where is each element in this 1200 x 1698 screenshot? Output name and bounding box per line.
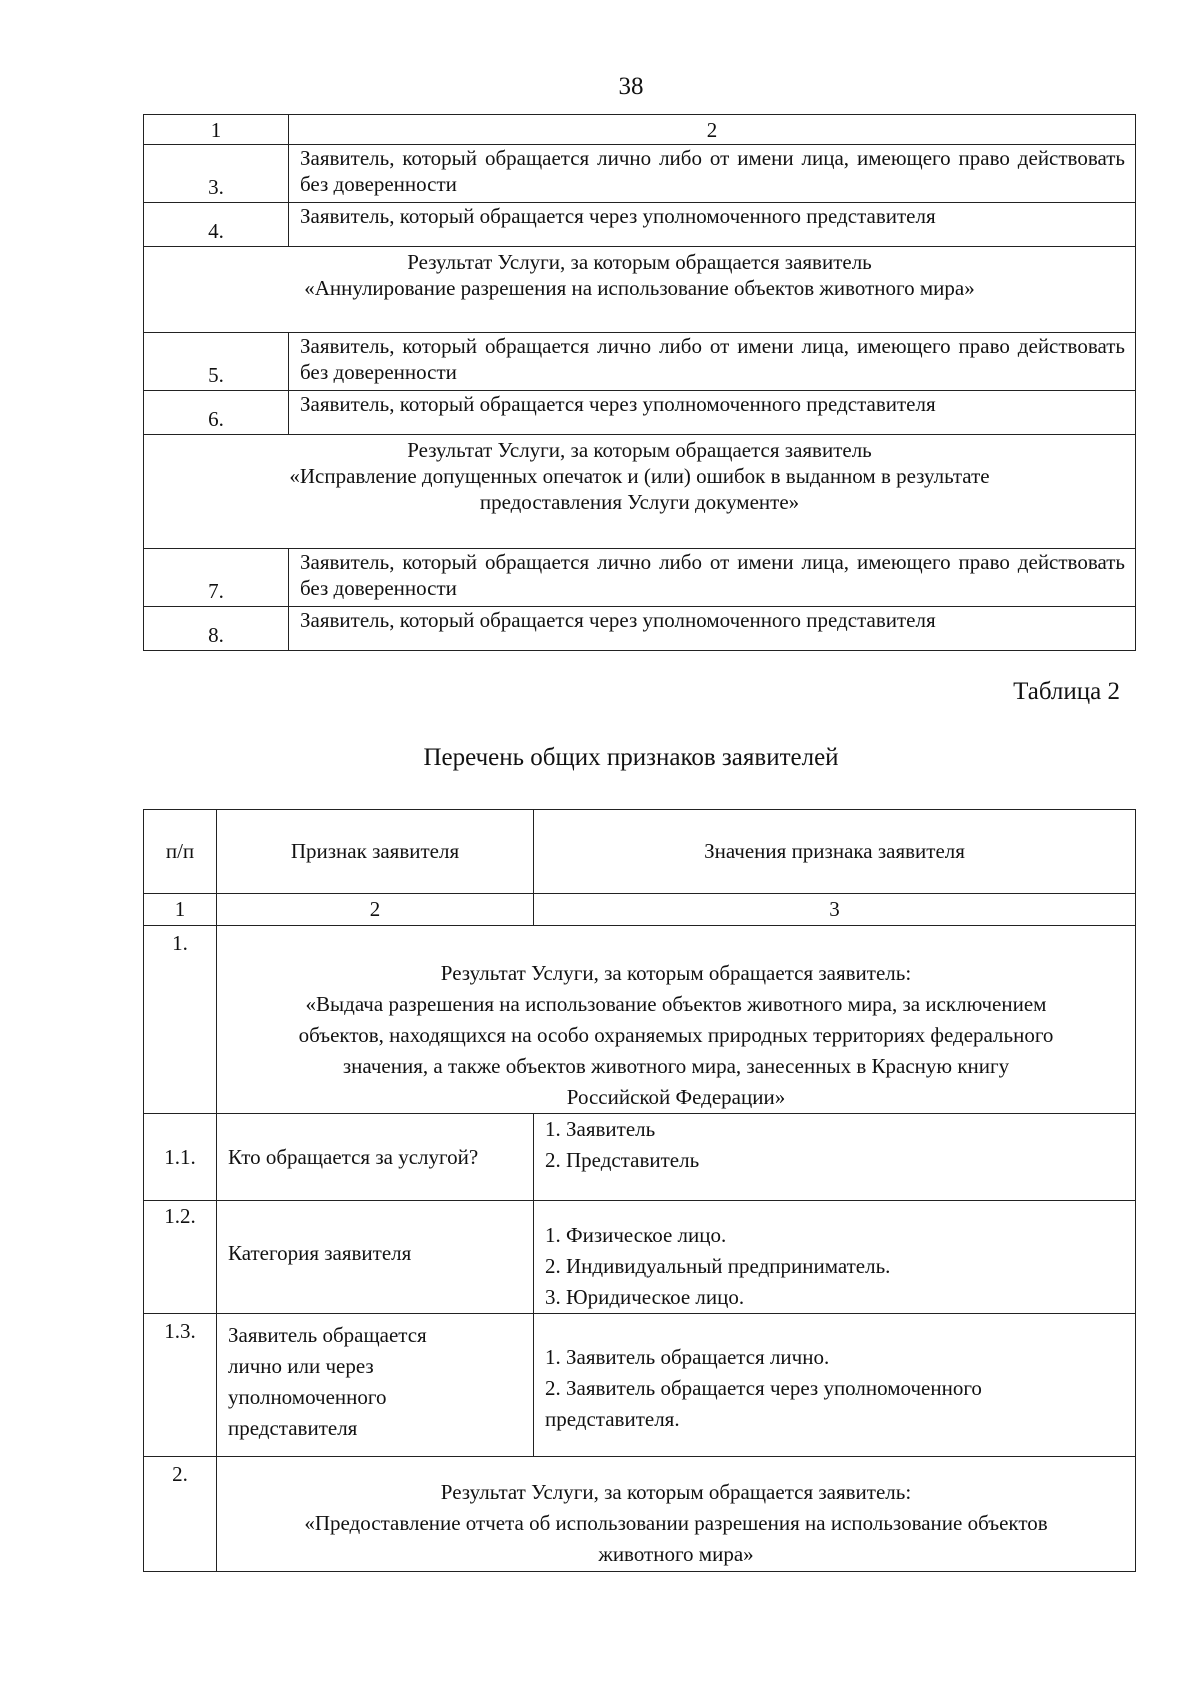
section-row	[144, 926, 1136, 1114]
result-name: Российской Федерации»	[566, 1085, 786, 1109]
applicant-description: Заявитель, который обращается лично либо от имени лица, имеющего право действовать без доверенности	[289, 549, 1136, 607]
header-values: Значения признака заявителя	[534, 810, 1136, 894]
value-item: 3. Юридическое лицо.	[545, 1285, 745, 1309]
row-number: 4.	[144, 203, 289, 247]
result-row	[144, 247, 1136, 333]
row-number: 1.3.	[144, 1314, 217, 1457]
applicant-description: Заявитель, который обращается лично либо от имени лица, имеющего право действовать без доверенности	[289, 333, 1136, 391]
result-name: значения, а также объектов животного мира, занесенных в Красную книгу	[342, 1054, 1010, 1078]
col-number-cell: 3	[534, 894, 1136, 926]
applicant-description: Заявитель, который обращается лично либо от имени лица, имеющего право действовать без доверенности	[289, 145, 1136, 203]
values-cell	[534, 1114, 1136, 1201]
row-number: 2.	[144, 1457, 217, 1572]
table-header-row	[144, 810, 1136, 894]
feature-cell	[217, 1314, 534, 1457]
feature-line: представителя	[228, 1416, 358, 1440]
result-title: Результат Услуги, за которым обращается заявитель:	[440, 961, 912, 985]
row-number: 7.	[144, 549, 289, 607]
table-row	[144, 1314, 1136, 1457]
applicant-description: Заявитель, который обращается через уполномоченного представителя	[289, 203, 1136, 247]
applicant-features-table	[143, 809, 1136, 1572]
col-number-cell: 2	[217, 894, 534, 926]
table-row	[144, 333, 1136, 391]
header-feature: Признак заявителя	[217, 810, 534, 894]
feature-line: лично или через	[228, 1354, 374, 1378]
col-number-cell: 1	[144, 894, 217, 926]
col-number-cell: 2	[289, 115, 1136, 145]
result-name: «Предоставление отчета об использовании разрешения на использование объектов	[304, 1511, 1048, 1535]
table-title: Перечень общих признаков заявителей	[423, 744, 839, 771]
result-title: Результат Услуги, за которым обращается заявитель:	[440, 1480, 912, 1504]
row-number: 3.	[144, 145, 289, 203]
result-name: «Аннулирование разрешения на использование объектов животного мира»	[304, 276, 975, 300]
table-row	[144, 549, 1136, 607]
table-header-row	[144, 115, 1136, 145]
row-number: 1.1.	[144, 1114, 217, 1201]
table-row	[144, 391, 1136, 435]
values-cell	[534, 1314, 1136, 1457]
value-item: 2. Заявитель обращается через уполномоченного	[545, 1376, 982, 1400]
value-item: 1. Физическое лицо.	[545, 1223, 727, 1247]
table-row	[144, 1114, 1136, 1201]
result-row	[144, 435, 1136, 549]
value-item: 2. Представитель	[545, 1148, 700, 1172]
page-number: 38	[618, 73, 644, 100]
feature-cell: Категория заявителя	[217, 1201, 534, 1314]
row-number: 1.	[144, 926, 217, 1114]
col-number-cell: 1	[144, 115, 289, 145]
table-row	[144, 145, 1136, 203]
result-title: Результат Услуги, за которым обращается заявитель	[407, 438, 872, 462]
result-title: Результат Услуги, за которым обращается заявитель	[407, 250, 872, 274]
result-heading	[144, 435, 1136, 549]
result-heading	[144, 247, 1136, 333]
row-number: 5.	[144, 333, 289, 391]
row-number: 1.2.	[144, 1201, 217, 1314]
feature-line: уполномоченного	[228, 1385, 387, 1409]
table-row	[144, 203, 1136, 247]
applicant-description: Заявитель, который обращается через уполномоченного представителя	[289, 391, 1136, 435]
value-item: 1. Заявитель	[545, 1117, 656, 1141]
value-item: 1. Заявитель обращается лично.	[545, 1345, 830, 1369]
result-heading	[217, 926, 1136, 1114]
row-number: 6.	[144, 391, 289, 435]
continuation-table	[143, 114, 1136, 651]
result-name: животного мира»	[598, 1542, 754, 1566]
values-cell	[534, 1201, 1136, 1314]
result-heading	[217, 1457, 1136, 1572]
value-item: представителя.	[545, 1407, 680, 1431]
value-item: 2. Индивидуальный предприниматель.	[545, 1254, 891, 1278]
table-row	[144, 1201, 1136, 1314]
table-row	[144, 607, 1136, 651]
result-name: «Исправление допущенных опечаток и (или) ошибок в выданном в результате	[289, 464, 990, 488]
row-number: 8.	[144, 607, 289, 651]
col-numbers-row	[144, 894, 1136, 926]
result-name: предоставления Услуги документе»	[479, 490, 800, 514]
applicant-description: Заявитель, который обращается через уполномоченного представителя	[289, 607, 1136, 651]
feature-line: Заявитель обращается	[228, 1323, 427, 1347]
section-row	[144, 1457, 1136, 1572]
result-name: «Выдача разрешения на использование объектов животного мира, за исключением	[305, 992, 1047, 1016]
feature-cell: Кто обращается за услугой?	[217, 1114, 534, 1201]
header-pp: п/п	[144, 810, 217, 894]
result-name: объектов, находящихся на особо охраняемых природных территориях федерального	[298, 1023, 1054, 1047]
table-caption: Таблица 2	[1013, 678, 1120, 705]
